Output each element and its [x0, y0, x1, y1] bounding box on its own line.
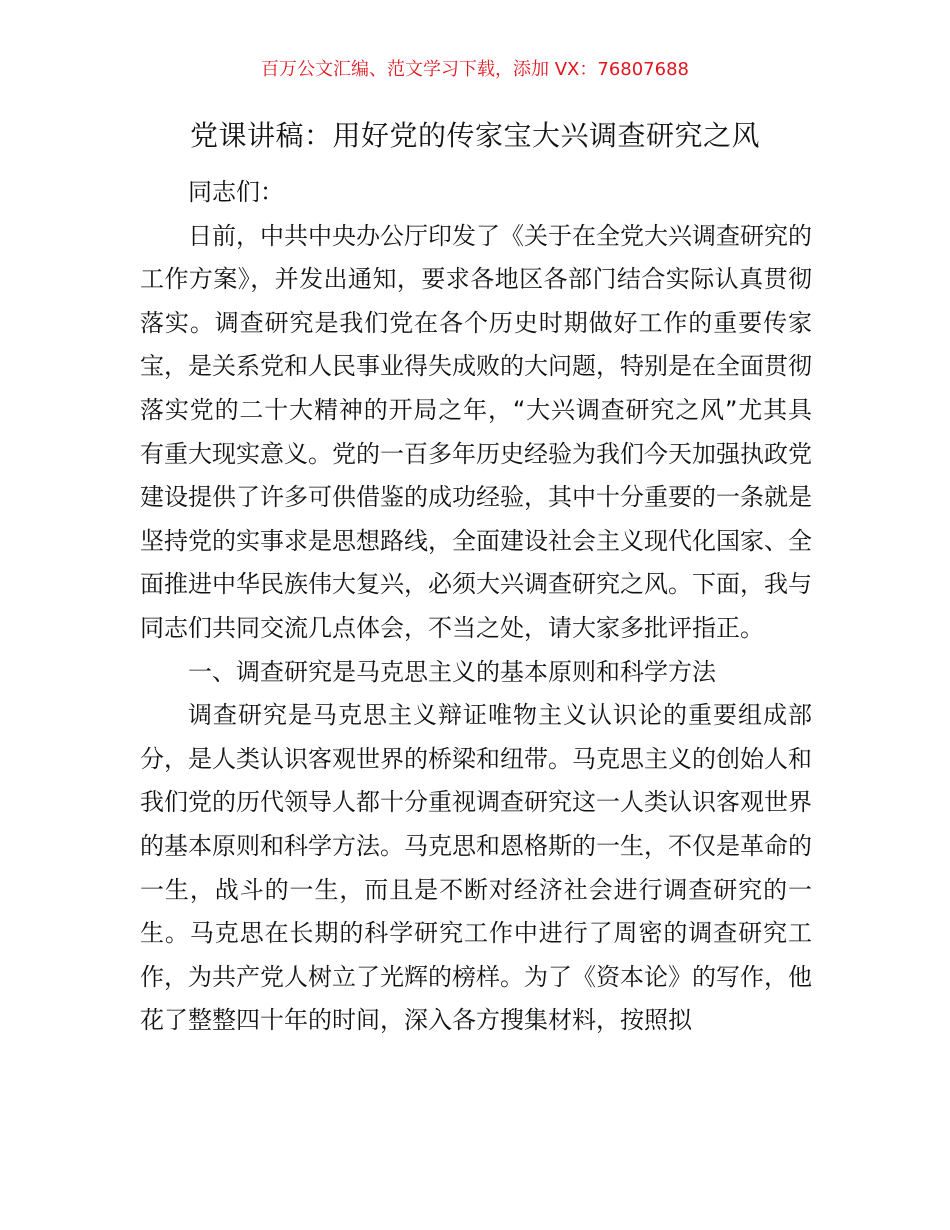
- watermark-banner: 百万公文汇编、范文学习下载，添加 VX：76807688: [261, 59, 689, 80]
- salutation: 同志们：: [188, 178, 284, 206]
- section-heading-1: 一、调查研究是马克思主义的基本原则和科学方法: [188, 657, 716, 686]
- document-body: [140, 171, 812, 1043]
- paragraph-section-1: 调查研究是马克思主义辩证唯物主义认识论的重要组成部分，是人类认识客观世界的桥梁和纽带。马克思主义的创始人和我们党的历代领导人都十分重视调查研究这一人类认识客观世界的基本原则和科学方法。马克思和恩格斯的一生，不仅是革命的一生，战斗的一生，而且是不断对经济社会进行调查研究的一生。马克思在长期的科学研究工作中进行了周密的调查研究工作，为共产党人树立了光辉的榜样。为了《资本论》的写作，他花了整整四十年的时间，深入各方搜集材料，按照拟: [140, 701, 812, 1035]
- document-title: 党课讲稿：用好党的传家宝大兴调查研究之风: [189, 119, 760, 152]
- paragraph-intro: 日前，中共中央办公厅印发了《关于在全党大兴调查研究的工作方案》，并发出通知，要求各地区各部门结合实际认真贯彻落实。调查研究是我们党在各个历史时期做好工作的重要传家宝，是关系党和人民事业得失成败的大问题，特别是在全面贯彻落实党的二十大精神的开局之年，“大兴调查研究之风”尤其具有重大现实意义。党的一百多年历史经验为我们今天加强执政党建设提供了许多可供借鉴的成功经验，其中十分重要的一条就是坚持党的实事求是思想路线，全面建设社会主义现代化国家、全面推进中华民族伟大复兴，必须大兴调查研究之风。下面，我与同志们共同交流几点体会，不当之处，请大家多批评指正。: [140, 221, 812, 642]
